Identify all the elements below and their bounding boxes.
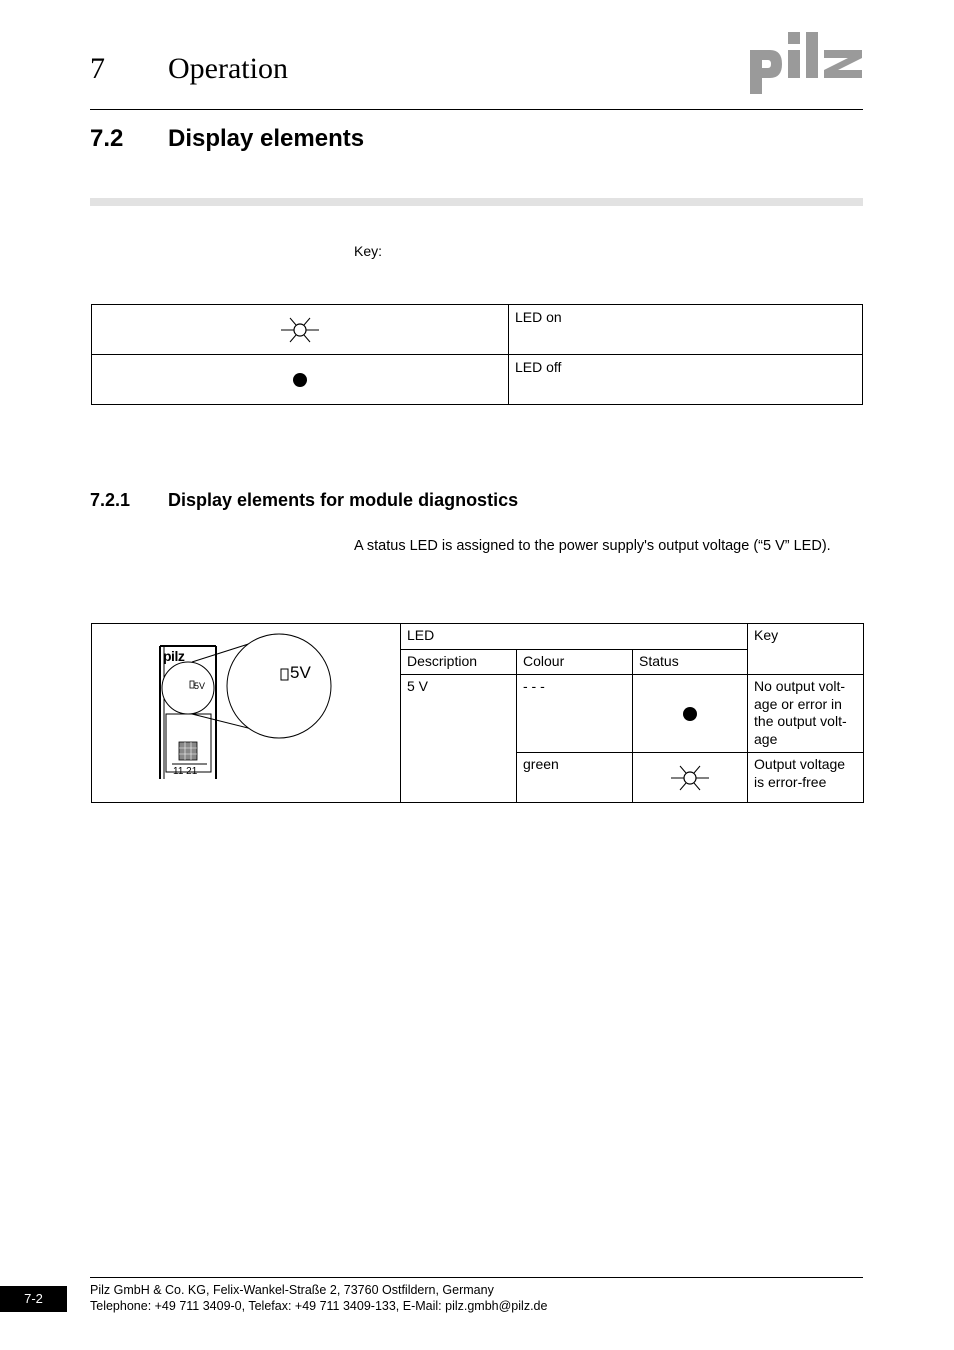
header-led: LED bbox=[401, 624, 748, 650]
header-colour: Colour bbox=[517, 650, 633, 675]
diagnostics-table bbox=[91, 623, 864, 803]
key-text-led-off: LED off bbox=[509, 355, 863, 405]
key-label: Key: bbox=[354, 243, 383, 259]
section-divider bbox=[90, 198, 863, 206]
led-on-icon bbox=[281, 315, 319, 345]
key-symbol-cell bbox=[92, 305, 509, 355]
table-header-row bbox=[92, 624, 864, 650]
section-number: 7.2 bbox=[90, 125, 124, 152]
footer-address: Pilz GmbH & Co. KG, Felix-Wankel-Straße 2, 73760 Ostfildern, Germany bbox=[90, 1283, 494, 1297]
row-description: 5 V bbox=[401, 675, 517, 803]
key-text-led-on: LED on bbox=[509, 305, 863, 355]
pilz-logo bbox=[748, 28, 864, 94]
key-symbol-cell bbox=[92, 355, 509, 405]
led-on-icon bbox=[671, 763, 709, 793]
module-figure bbox=[92, 624, 401, 804]
key-row-led-off bbox=[92, 355, 863, 405]
subsection-number: 7.2.1 bbox=[90, 490, 131, 510]
chapter-title: Operation bbox=[168, 52, 288, 85]
footer-contact: Telephone: +49 711 3409-0, Telefax: +49 711 3409-133, E-Mail: pilz.gmbh@pilz.de bbox=[90, 1299, 548, 1313]
key-table bbox=[91, 304, 863, 405]
row-status bbox=[633, 675, 748, 753]
header-rule bbox=[90, 109, 863, 110]
header-description: Description bbox=[401, 650, 517, 675]
key-row-led-on bbox=[92, 305, 863, 355]
chapter-number: 7 bbox=[90, 52, 105, 85]
figure-logo: pilz bbox=[163, 648, 185, 664]
led-off-icon bbox=[682, 706, 698, 722]
footer-rule bbox=[90, 1277, 863, 1278]
row-colour: green bbox=[517, 753, 633, 803]
header-key: Key bbox=[748, 624, 864, 675]
page-number: 7-2 bbox=[0, 1286, 67, 1312]
intro-paragraph: A status LED is assigned to the power supply's output voltage (“5 V” LED). bbox=[354, 538, 831, 554]
row-key: No output volt-age or error in the output volt-age bbox=[748, 675, 864, 753]
row-key: Output voltage is error-free bbox=[748, 753, 864, 803]
subsection-title: Display elements for module diagnostics bbox=[168, 490, 519, 510]
led-off-icon bbox=[292, 372, 308, 388]
row-colour: - - - bbox=[517, 675, 633, 753]
header-status: Status bbox=[633, 650, 748, 675]
section-title: Display elements bbox=[168, 125, 365, 152]
figure-led-label-small: 5V bbox=[194, 681, 206, 691]
figure-terminal-label: 11 21 bbox=[173, 766, 198, 777]
figure-led-label-large: 5V bbox=[290, 663, 311, 682]
module-figure-cell bbox=[92, 624, 401, 803]
row-status bbox=[633, 753, 748, 803]
